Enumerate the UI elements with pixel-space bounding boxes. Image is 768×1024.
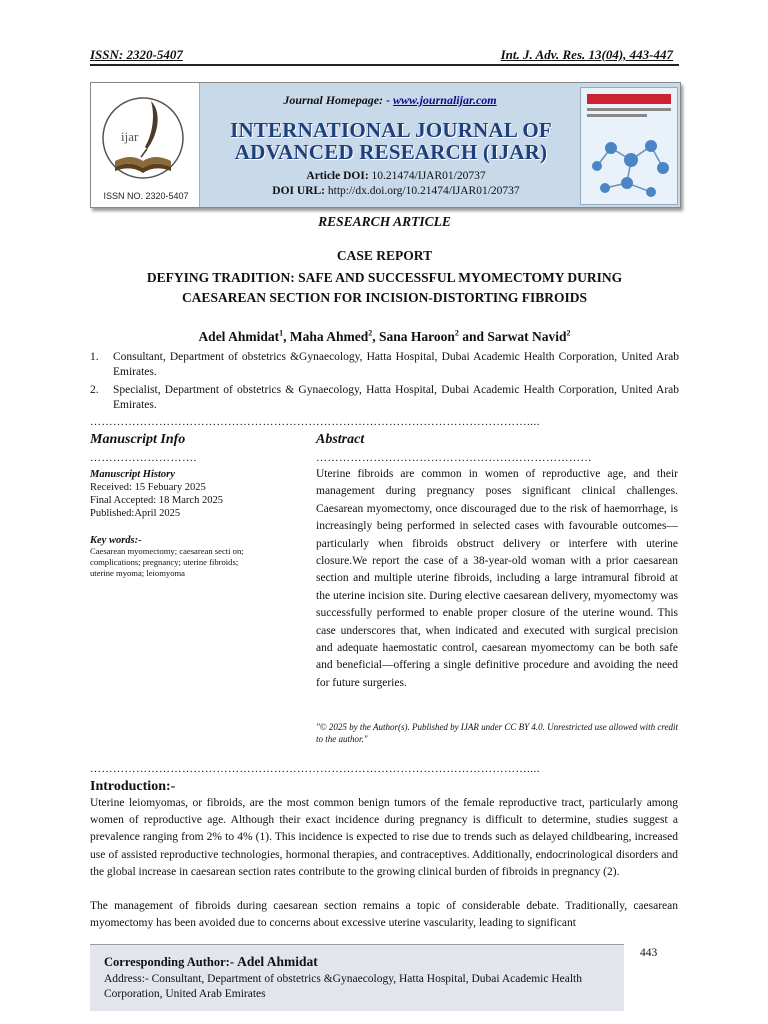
corresponding-name: Adel Ahmidat — [237, 954, 318, 969]
author: Adel Ahmidat$^1$, — [198, 328, 290, 344]
affiliation — [90, 383, 679, 413]
article-title — [90, 268, 679, 308]
article-doi-label: Article DOI: — [306, 170, 369, 182]
logo-text: ijar — [121, 129, 139, 144]
ijar-logo-icon — [91, 83, 199, 207]
author: Sana Haroon$^2$ and — [378, 328, 488, 344]
separator-dots: ………………………. — [90, 452, 197, 464]
doi-block — [231, 169, 561, 199]
affiliation-text: Specialist, Department of obstetrics & Gynaecology, Hatta Hospital, Dubai Academic Health Corporation, United Arab Emirates. — [113, 384, 679, 411]
homepage-label: Journal Homepage: - — [283, 93, 391, 107]
molecule-cover-icon — [581, 88, 677, 204]
abstract-text: Uterine fibroids are common in women of reproductive age, and their management during pregnancy poses significant clinical challenges. Caesarean myomectomy, once discouraged due to the risk of haemorrhage, is increasingly being performed in selected cases with favourable outcomes—particularly when fibroids obstruct delivery or interfere with uterine closure.We report the case of a 38-year-old woman with a prior caesarean section and multiple uterine fibroids, including a large intramural fibroid at the uterine incision site. During elective caesarean delivery, myomectomy was successfully performed to enable proper closure of the uterine wound. This case underscores that, when indicated and executed with surgical precision and adequate haemostatic control, caesarean myomectomy can be both safe and beneficial—offering a single definitive procedure and avoiding the need for future surgeries. — [316, 468, 678, 689]
introduction-paragraph: The management of fibroids during caesarean section remains a topic of considerable debate. Traditionally, caesarean myomectomy has been avoided due to concerns about excessive uterine vascularity, leading to significant — [90, 900, 678, 930]
article-title-line1: DEFYING TRADITION: SAFE AND SUCCESSFUL MYOMECTOMY DURING — [146, 270, 623, 285]
doi-url-label: DOI URL: — [272, 185, 326, 197]
keywords-label: Key words:- — [90, 535, 142, 546]
article-type: RESEARCH ARTICLE — [318, 214, 451, 229]
author: Maha Ahmed$^2$, — [289, 328, 379, 344]
corresponding-author-box — [90, 944, 624, 1011]
journal-title — [209, 119, 573, 163]
issn-label: ISSN: 2320-5407 — [90, 47, 183, 62]
affiliation-text: Consultant, Department of obstetrics &Gynaecology, Hatta Hospital, Dubai Academic Health Corporation, United Arab Emirates. — [113, 351, 679, 378]
article-doi: 10.21474/IJAR01/20737 — [371, 170, 486, 182]
abstract-heading: Abstract — [316, 432, 365, 447]
corresponding-label: Corresponding Author:- — [104, 955, 234, 969]
logo-issn: ISSN NO. 2320-5407 — [103, 191, 189, 201]
accepted-date: Final Accepted: 18 March 2025 — [90, 495, 223, 506]
manuscript-history — [90, 468, 260, 520]
author-list — [90, 328, 679, 345]
running-header — [90, 47, 673, 63]
affiliation — [90, 350, 679, 380]
journal-homepage — [259, 93, 521, 108]
introduction-heading: Introduction:- — [90, 779, 176, 794]
keywords-block — [90, 535, 260, 579]
journal-banner — [90, 82, 681, 208]
article-title-line2: CAESAREAN SECTION FOR INCISION-DISTORTING FIBROIDS — [181, 290, 588, 305]
article-category: CASE REPORT — [336, 248, 433, 263]
separator-dots: ……………………………………………………………… — [316, 452, 592, 464]
history-label: Manuscript History — [90, 469, 175, 480]
received-date: Received: 15 Febuary 2025 — [90, 482, 206, 493]
published-date: Published:April 2025 — [90, 508, 181, 519]
journal-title-line1: INTERNATIONAL JOURNAL OF — [230, 118, 552, 142]
keywords-text: Caesarean myomectomy; caesarean secti on; complications; pregnancy; uterine fibroids; uterine myoma; leiomyoma — [90, 546, 244, 578]
ijar-logo — [91, 83, 200, 207]
introduction-paragraph: Uterine leiomyomas, or fibroids, are the most common benign tumors of the female reproductive tract, particularly among women of reproductive age. Although their exact incidence during pregnancy is difficult to determine, studies suggest a prevalence ranging from 2% to 4% (1). This incidence is expected to rise due to trends such as delayed childbearing, increased use of assisted reproductive technologies, hormonal therapies, and contraceptives. Additionally, endocrinological disorders and the global increase in caesarean section rates contribute to the growing clinical burden of fibroids in pregnancy (2). — [90, 797, 678, 878]
citation-label: Int. J. Adv. Res. 13(04), 443-447 — [500, 47, 673, 62]
manuscript-info-heading: Manuscript Info — [90, 432, 186, 447]
corresponding-author-line — [104, 954, 318, 970]
header-rule — [90, 64, 679, 66]
license-note: "© 2025 by the Author(s). Published by IJAR under CC BY 4.0. Unrestricted use allowed with credit to the author." — [316, 722, 678, 744]
journal-title-line2: ADVANCED RESEARCH (IJAR) — [234, 140, 548, 164]
journal-cover-image — [580, 87, 678, 205]
separator-dots: …………………………………………………………………………………………………….... — [90, 763, 540, 775]
page-number: 443 — [640, 947, 658, 959]
affiliation-number: 2. — [90, 384, 99, 396]
homepage-link[interactable]: www.journalijar.com — [393, 93, 497, 107]
author: Sarwat Navid$^2$ — [487, 328, 571, 344]
corresponding-address: Address:- Consultant, Department of obstetrics &Gynaecology, Hatta Hospital, Dubai Academic Health Corporation, United Arab Emirates — [104, 973, 582, 1000]
affiliation-number: 1. — [90, 351, 99, 363]
separator-dots: …………………………………………………………………………………………………….... — [90, 416, 540, 428]
doi-url[interactable]: http://dx.doi.org/10.21474/IJAR01/20737 — [327, 185, 520, 197]
